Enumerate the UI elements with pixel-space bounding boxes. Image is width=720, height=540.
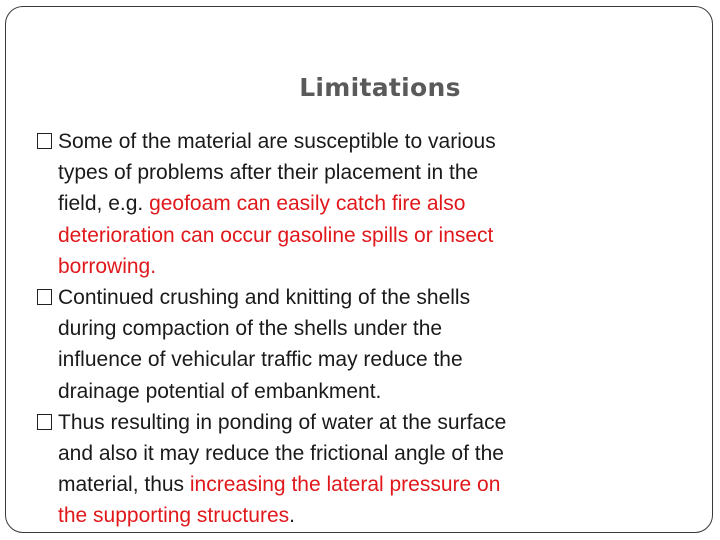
body-text: Continued crushing and knitting of the shells bbox=[58, 286, 471, 310]
bullet-list bbox=[34, 126, 694, 532]
bullet-line bbox=[58, 251, 694, 282]
body-text: influence of vehicular traffic may reduce the bbox=[58, 348, 463, 372]
bullet-line bbox=[58, 407, 694, 438]
bullet-line bbox=[58, 126, 694, 157]
highlighted-text: borrowing. bbox=[58, 254, 157, 278]
bullet-item bbox=[34, 407, 694, 532]
body-text: during compaction of the shells under the bbox=[58, 317, 443, 341]
body-text: Some of the material are susceptible to various bbox=[58, 130, 496, 153]
bullet-line bbox=[58, 188, 694, 219]
bullet-item bbox=[34, 282, 694, 407]
body-text: field, e.g. bbox=[58, 192, 150, 216]
bullet-line bbox=[58, 469, 694, 500]
bullet-line bbox=[58, 282, 694, 313]
bullet-line bbox=[58, 438, 694, 469]
bullet-item bbox=[34, 126, 694, 282]
body-text: drainage potential of embankment. bbox=[58, 379, 382, 403]
bullet-line bbox=[58, 157, 694, 188]
body-text: and also it may reduce the frictional angle of the bbox=[58, 442, 504, 466]
bullet-line bbox=[58, 500, 694, 531]
body-text: material, thus bbox=[58, 473, 190, 497]
checkbox-bullet-icon bbox=[37, 414, 52, 430]
highlighted-text: increasing the lateral pressure on bbox=[189, 473, 501, 497]
slide-title: Limitations bbox=[299, 73, 461, 102]
body-text: . bbox=[289, 504, 295, 528]
bullet-line bbox=[58, 344, 694, 375]
highlighted-text: the supporting structures bbox=[58, 504, 290, 528]
checkbox-bullet-icon bbox=[37, 289, 52, 305]
checkbox-bullet-icon bbox=[37, 133, 52, 149]
slide-frame bbox=[5, 6, 713, 533]
bullet-line bbox=[58, 313, 694, 344]
highlighted-text: deterioration can occur gasoline spills or insect bbox=[58, 223, 494, 247]
bullet-line bbox=[58, 376, 694, 407]
body-text: types of problems after their placement in the bbox=[58, 161, 479, 185]
highlighted-text: geofoam can easily catch fire also bbox=[149, 192, 466, 216]
body-text: Thus resulting in ponding of water at the surface bbox=[58, 410, 507, 434]
bullet-line bbox=[58, 220, 694, 251]
